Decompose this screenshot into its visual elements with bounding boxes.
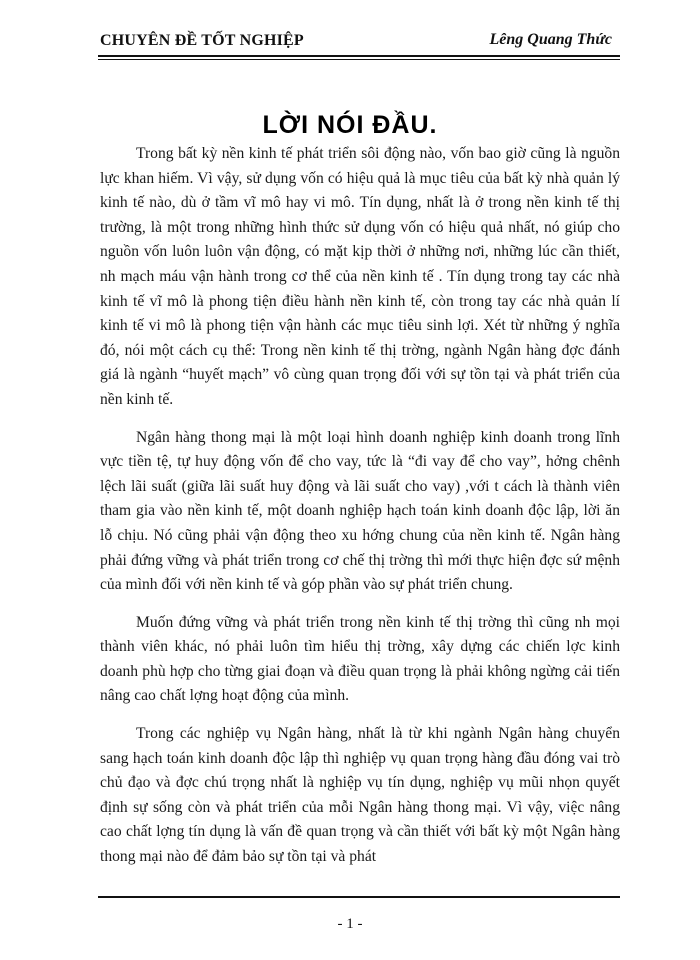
body-text: [100, 142, 620, 883]
header-title: CHUYÊN ĐỀ TỐT NGHIỆP: [100, 32, 304, 49]
footer-divider: [98, 896, 620, 898]
page-title: LỜI NÓI ĐẦU.: [262, 111, 438, 139]
header-author: Lêng Quang Thức: [489, 31, 612, 48]
page-number: - 1 -: [337, 916, 363, 932]
paragraph-2: Ngân hàng thong mại là một loại hình doanh nghiệp kinh doanh trong lĩnh vực tiền tệ, tự huy động vốn để cho vay, tức là “đi vay để cho vay”, hởng chênh lệch lãi suất (giữa lãi suất huy động và lãi suất cho vay) ,với t cách là thành viên tham gia vào nền kinh tế, một doanh nghiệp hạch toán kinh doanh độc lập, lời ăn lỗ chịu. Nó cũng phải vận động theo xu hớng chung của nền kinh tế. Ngân hàng phải đứng vững và phát triển trong cơ chế thị trờng thì mới thực hiện đợc sứ mệnh của mình đối với nền kinh tế và góp phần vào sự phát triển chung.: [100, 428, 620, 594]
header-divider: [98, 55, 620, 60]
paragraph-1: Trong bất kỳ nền kinh tế phát triển sôi động nào, vốn bao giờ cũng là nguồn lực khan hiếm. Vì vậy, sử dụng vốn có hiệu quả là mục tiêu của bất kỳ nhà quản lý kinh tế nào, dù ở tầm vĩ mô hay vi mô. Tín dụng, nhất là ở trong nền kinh tế thị trường, là một trong những hình thức sử dụng vốn có hiệu quả nhất, nó giúp cho nguồn vốn luôn luôn vận động, có mặt kịp thời ở những nơi, những lúc cần thiết, nh mạch máu vận hành trong cơ thể của nền kinh tế . Tín dụng trong tay các nhà kinh tế vĩ mô là phong tiện điều hành nền kinh tế, còn trong tay các nhà quản lí kinh tế vi mô là phong tiện vận hành các mục tiêu sinh lợi. Xét từ những ý nghĩa đó, nói một cách cụ thể: Trong nền kinh tế thị trờng, ngành Ngân hàng đợc đánh giá là ngành “huyết mạch” vô cùng quan trọng đối với sự tồn tại và phát triển của nền kinh tế.: [100, 145, 620, 408]
paragraph-3: Muốn đứng vững và phát triển trong nền kinh tế thị trờng thì cũng nh mọi thành viên khác, nó phải luôn tìm hiểu thị trờng, xây dựng các chiến lợc kinh doanh phù hợp cho từng giai đoạn và điều quan trọng là phải không ngừng cải tiến nâng cao chất lợng hoạt động của mình.: [100, 613, 620, 705]
paragraph-4: Trong các nghiệp vụ Ngân hàng, nhất là từ khi ngành Ngân hàng chuyển sang hạch toán kinh doanh độc lập thì nghiệp vụ quan trọng hàng đầu đóng vai trò chủ đạo và đợc chú trọng nhất là nghiệp vụ tín dụng, nghiệp vụ mũi nhọn quyết định sự sống còn và phát triển của mỗi Ngân hàng thong mại. Vì vậy, việc nâng cao chất lợng tín dụng là vấn đề quan trọng và cần thiết với bất kỳ một Ngân hàng thong mại nào để đảm bảo sự tồn tại và phát: [100, 725, 620, 866]
